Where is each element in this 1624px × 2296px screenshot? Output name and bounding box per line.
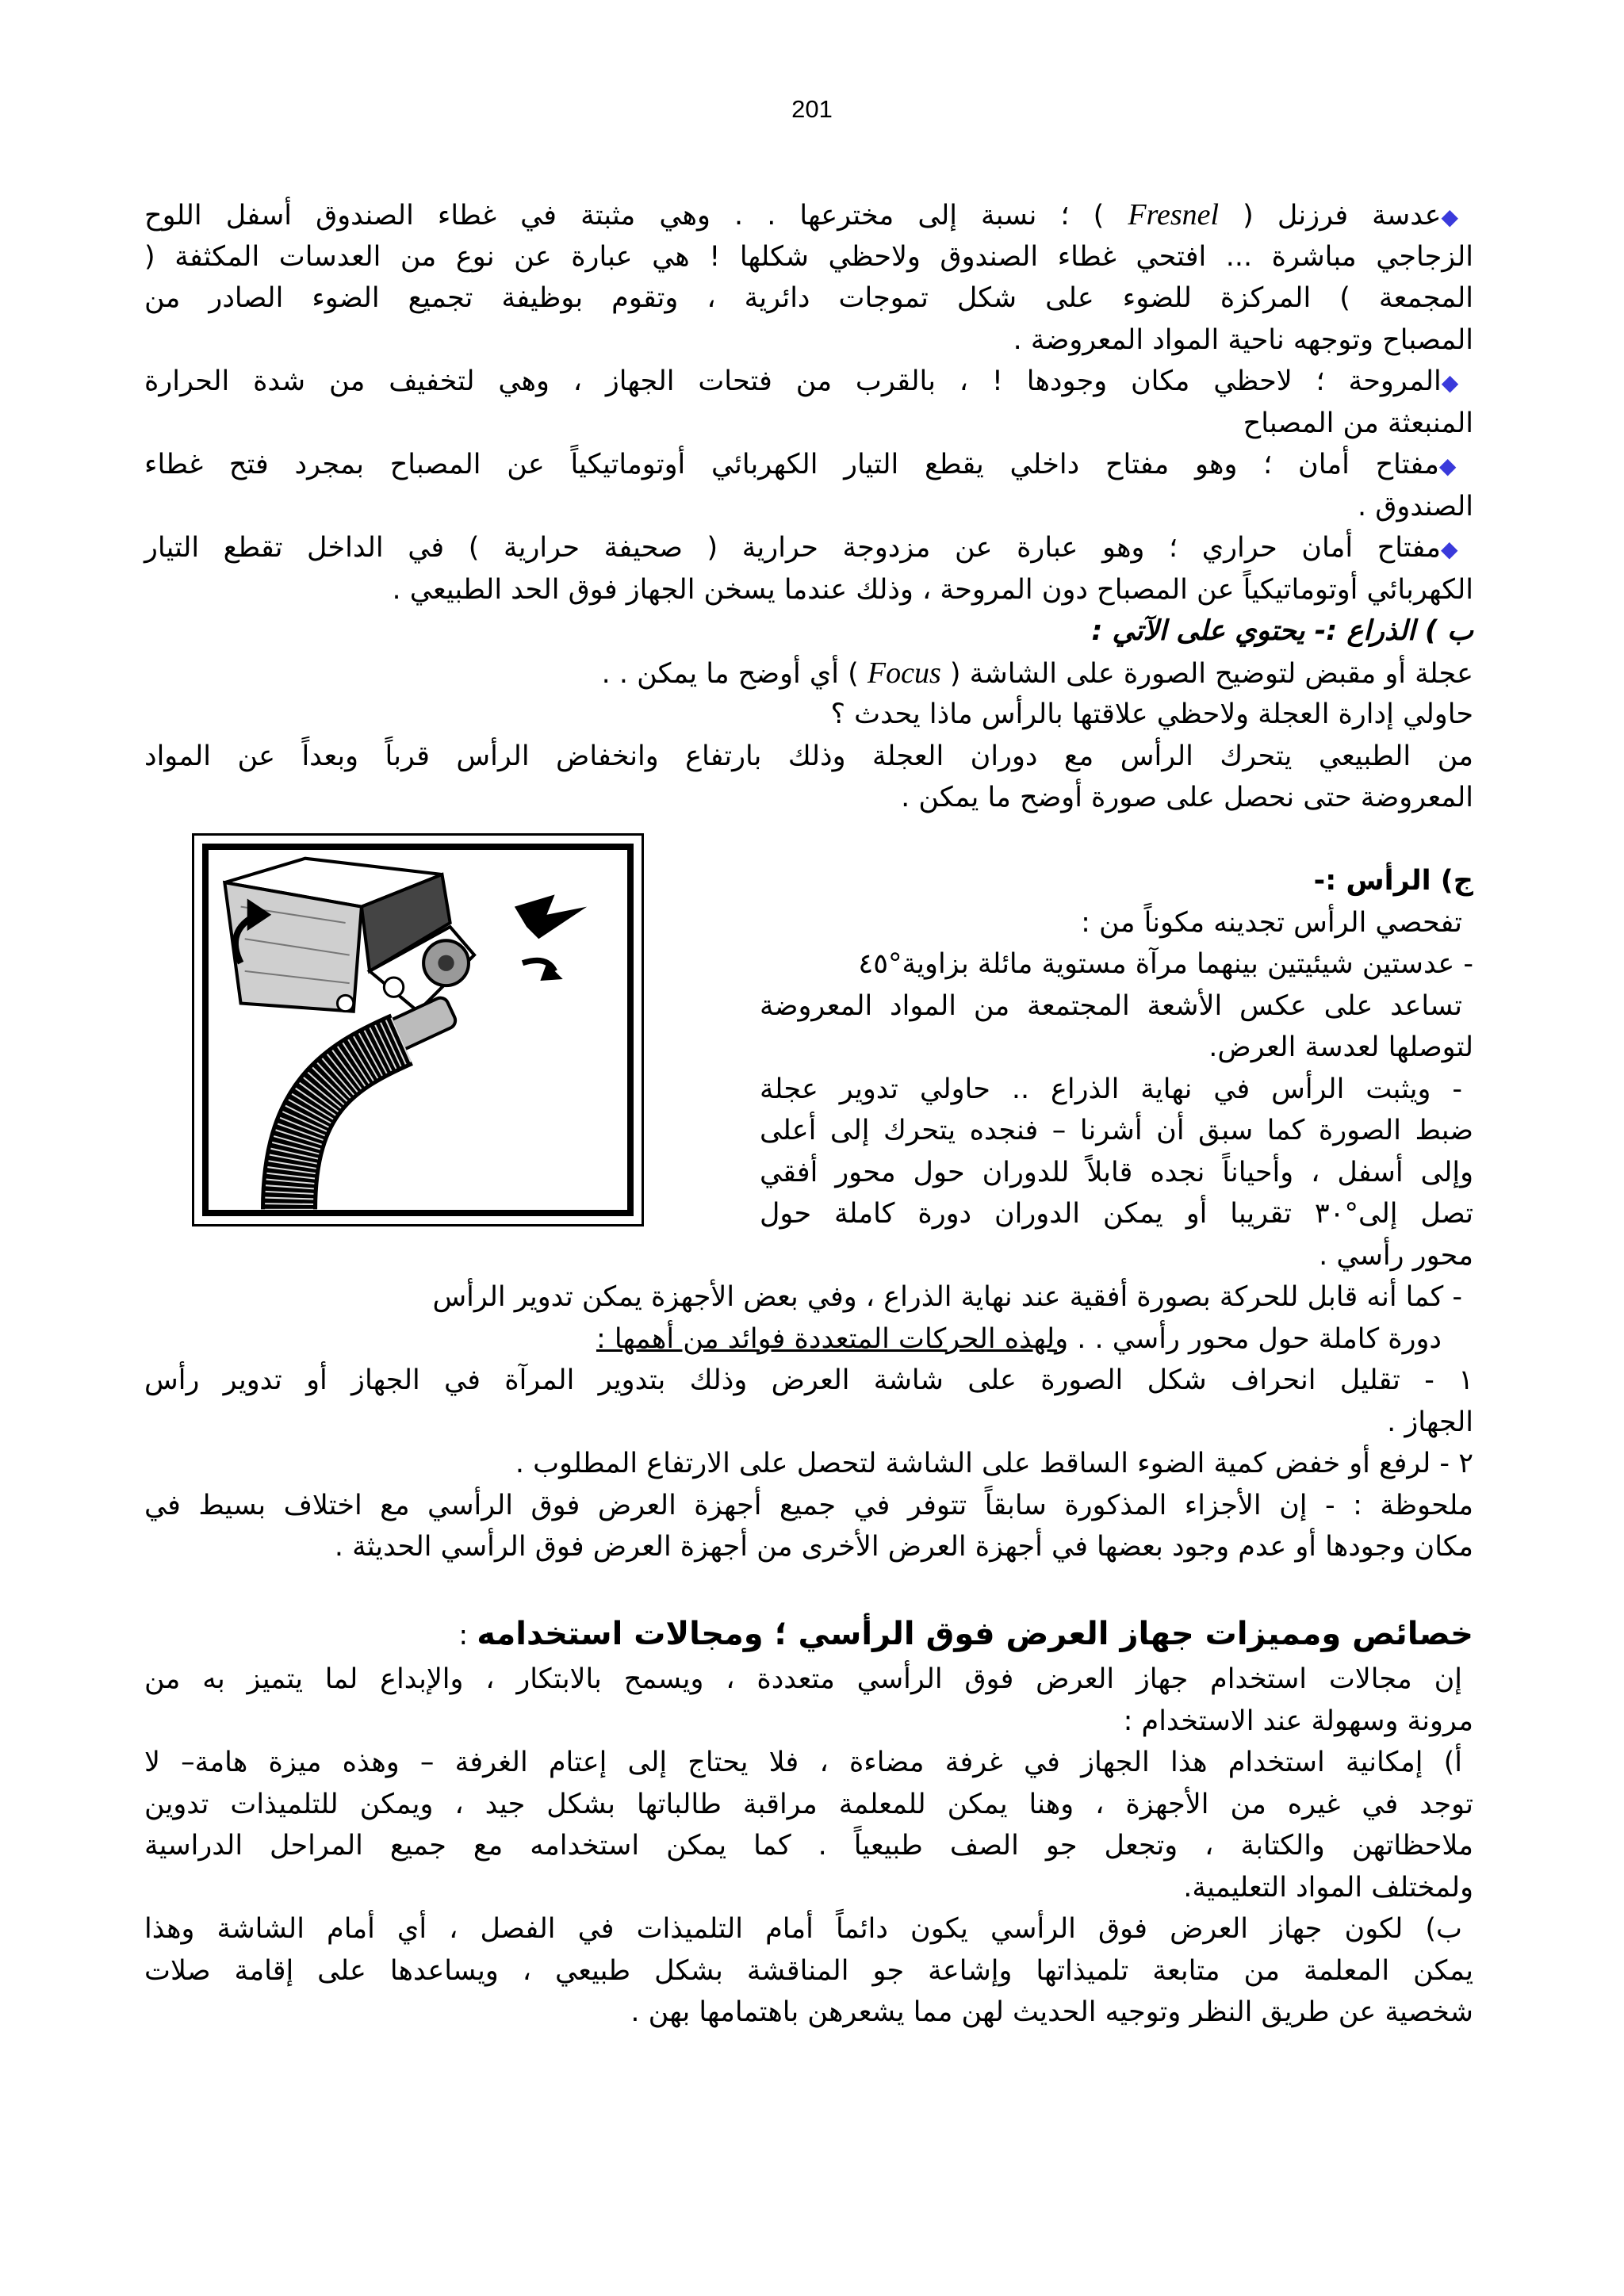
- feature-a-line-4: ولمختلف المواد التعليمية.: [1183, 1871, 1473, 1904]
- diamond-bullet-icon: ◆: [1441, 204, 1473, 230]
- features-intro-1: إن مجالات استخدام جهاز العرض فوق الرأسي متعددة ، ويسمح بالابتكار ، والإبداع لما يتميز به من: [144, 1663, 1462, 1695]
- bullet-fan-line-2: المنبعثة من المصباح: [1243, 407, 1473, 439]
- features-section: [144, 1609, 1473, 2034]
- arm-line-1: عجلة أو مقبض لتوضيح الصورة على الشاشة ( Focus ) أي أوضح ما يمكن . .: [601, 656, 1473, 690]
- page-number: 201: [791, 95, 833, 123]
- head-line-5: - ويثبت الرأس في نهاية الذراع .. حاولي تدوير عجلة: [760, 1073, 1462, 1105]
- head-line-8: تصل إلى°٣٠ تقريبا أو يمكن الدوران دورة كاملة حول: [760, 1198, 1473, 1230]
- head-line-3: تساعد على عكس الأشعة المجتمعة من المواد المعروضة: [760, 989, 1462, 1022]
- bullet-fresnel-line-2: الزجاجي مباشرة ... افتحي غطاء الصندوق ولاحظي شكلها ! هي عبارة عن نوع من العدسات المكثفة (: [144, 240, 1473, 273]
- benefit-1-line-1: ١ - تقليل انحراف شكل الصورة على شاشة العرض وذلك بتدوير المرآة في الجهاز أو تدوير رأس: [144, 1364, 1473, 1396]
- arm-line-3: من الطبيعي يتحرك الرأس مع دوران العجلة وذلك بارتفاع وانخفاض الرأس قرباً وبعداً عن المواد: [144, 740, 1473, 772]
- benefit-2: ٢ - لرفع أو خفض كمية الضوء الساقط على الشاشة لتحصل على الارتفاع المطلوب .: [515, 1448, 1473, 1479]
- feature-b-line-1: ب) لكون جهاز العرض فوق الرأسي يكون دائماً أمام التلميذات في الفصل ، أي أمام الشاشة وهذا: [144, 1913, 1462, 1945]
- diamond-bullet-icon: ◆: [1441, 536, 1473, 562]
- features-heading: خصائص ومميزات جهاز العرض فوق الرأسي ؛ ومجالات استخدامه :: [458, 1616, 1473, 1652]
- benefit-1-line-2: الجهاز .: [1387, 1406, 1473, 1438]
- feature-a-line-1: أ) إمكانية استخدام هذا الجهاز في غرفة مضاءة ، فلا يحتاج إلى إعتام الغرفة – وهذه ميزة هامة– لا: [144, 1747, 1462, 1778]
- bullet-safety-line-2: الصندوق .: [1358, 490, 1473, 522]
- head-section: [760, 860, 1473, 1276]
- bullet-fresnel-line-4: المصباح وتوجهه ناحية المواد المعروضة .: [1013, 323, 1473, 356]
- feature-a-line-2: توجد في غيره من الأجهزة ، وهنا يمكن للمعلمة مراقبة طالباتها بشكل جيد ، ويمكن للتلميذات تدوين: [144, 1788, 1473, 1820]
- bullet-safety-line-1: ◆مفتاح أمان ؛ وهو مفتاح داخلي يقطع التيار الكهربائي أوتوماتيكياً عن المصباح بمجرد فتح غطاء: [144, 449, 1473, 480]
- note-line-2: مكان وجودها أو عدم وجود بعضها في أجهزة العرض الأخرى من أجهزة العرض فوق الرأسي الحديثة .: [334, 1531, 1473, 1563]
- head-line-9: محور رأسي .: [1319, 1239, 1473, 1272]
- bullet-fresnel-line-1: ◆عدسة فرزنل ( Fresnel ) ؛ نسبة إلى مخترعها . . وهي مثبتة في غطاء الصندوق أسفل اللوح: [144, 198, 1473, 232]
- overhead-projector-head-icon: [209, 850, 627, 1210]
- head-line-10: - كما أنه قابل للحركة بصورة أفقية عند نهاية الذراع ، وفي بعض الأجهزة يمكن تدوير الرأس: [432, 1281, 1462, 1313]
- head-line-11: دورة كاملة حول محور رأسي . . ولهذه الحركات المتعددة فوائد من أهمها :: [596, 1322, 1442, 1355]
- head-line-2: - عدستين شيئيتين بينهما مرآة مستوية مائلة بزاوية°٤٥: [858, 948, 1473, 980]
- diamond-bullet-icon: ◆: [1438, 453, 1473, 479]
- head-line-7: وإلى أسفل ، وأحياناً نجده قابلاً للدوران حول محور أفقي: [760, 1156, 1473, 1188]
- features-intro-2: مرونة وسهولة عند الاستخدام :: [1123, 1705, 1473, 1737]
- head-heading: ج) الرأس :-: [1313, 865, 1473, 897]
- head-line-6: ضبط الصورة كما سبق أن أشرنا – فنجده يتحرك إلى أعلى: [760, 1115, 1473, 1146]
- arm-line-2: حاولي إدارة العجلة ولاحظي علاقتها بالرأس ماذا يحدث ؟: [830, 698, 1473, 730]
- bullets-section: [144, 194, 1473, 819]
- feature-a-line-3: ملاحظاتهن والكتابة ، وتجعل جو الصف طبيعياً . كما يمكن استخدامه مع جميع المراحل الدراسية: [144, 1830, 1473, 1862]
- arm-line-4: المعروضة حتى نحصل على صورة أوضح ما يمكن .: [901, 782, 1473, 813]
- arm-heading: ب ) الذراع :- يحتوي على الآتي :: [1091, 615, 1473, 647]
- bullet-thermal-line-2: الكهربائي أوتوماتيكياً عن المصباح دون المروحة ، وذلك عندما يسخن الجهاز فوق الحد الطبيعي .: [392, 573, 1473, 606]
- bullet-fresnel-line-3: المجمعة ) المركزة للضوء على شكل تموجات دائرية ، وتقوم بوظيفة تجميع الضوء الصادر من: [144, 282, 1473, 314]
- diamond-bullet-icon: ◆: [1441, 369, 1473, 396]
- bullet-thermal-line-1: ◆مفتاح أمان حراري ؛ وهو عبارة عن مزدوجة حرارية ( صحيفة حرارية ) في الداخل تقطع التيار: [144, 532, 1473, 564]
- feature-b-line-3: شخصية عن طريق النظر وتوجيه الحديث لهن مما يشعرهن باهتمامها بهن .: [630, 1996, 1473, 2028]
- head-line-4: لتوصلها لعدسة العرض.: [1208, 1031, 1473, 1063]
- note-line-1: ملحوظة : - إن الأجزاء المذكورة سابقاً تتوفر في جميع أجهزة العرض فوق الرأسي مع اختلاف بسيط في: [144, 1489, 1473, 1521]
- head-line-1: تفحصي الرأس تجدينه مكوناً من :: [1081, 906, 1462, 939]
- projector-head-figure: [192, 833, 644, 1226]
- feature-b-line-2: يمكن المعلمة من متابعة تلميذاتها وإشاعة جو المناقشة بشكل طبيعي ، ويساعدها على إقامة صلات: [144, 1954, 1473, 1987]
- bullet-fan-line-1: ◆المروحة ؛ لاحظي مكان وجودها ! ، بالقرب من فتحات الجهاز ، وهي لتخفيف من شدة الحرارة: [144, 365, 1473, 397]
- figure-frame: [202, 844, 634, 1216]
- head-continuation: [144, 1276, 1473, 1568]
